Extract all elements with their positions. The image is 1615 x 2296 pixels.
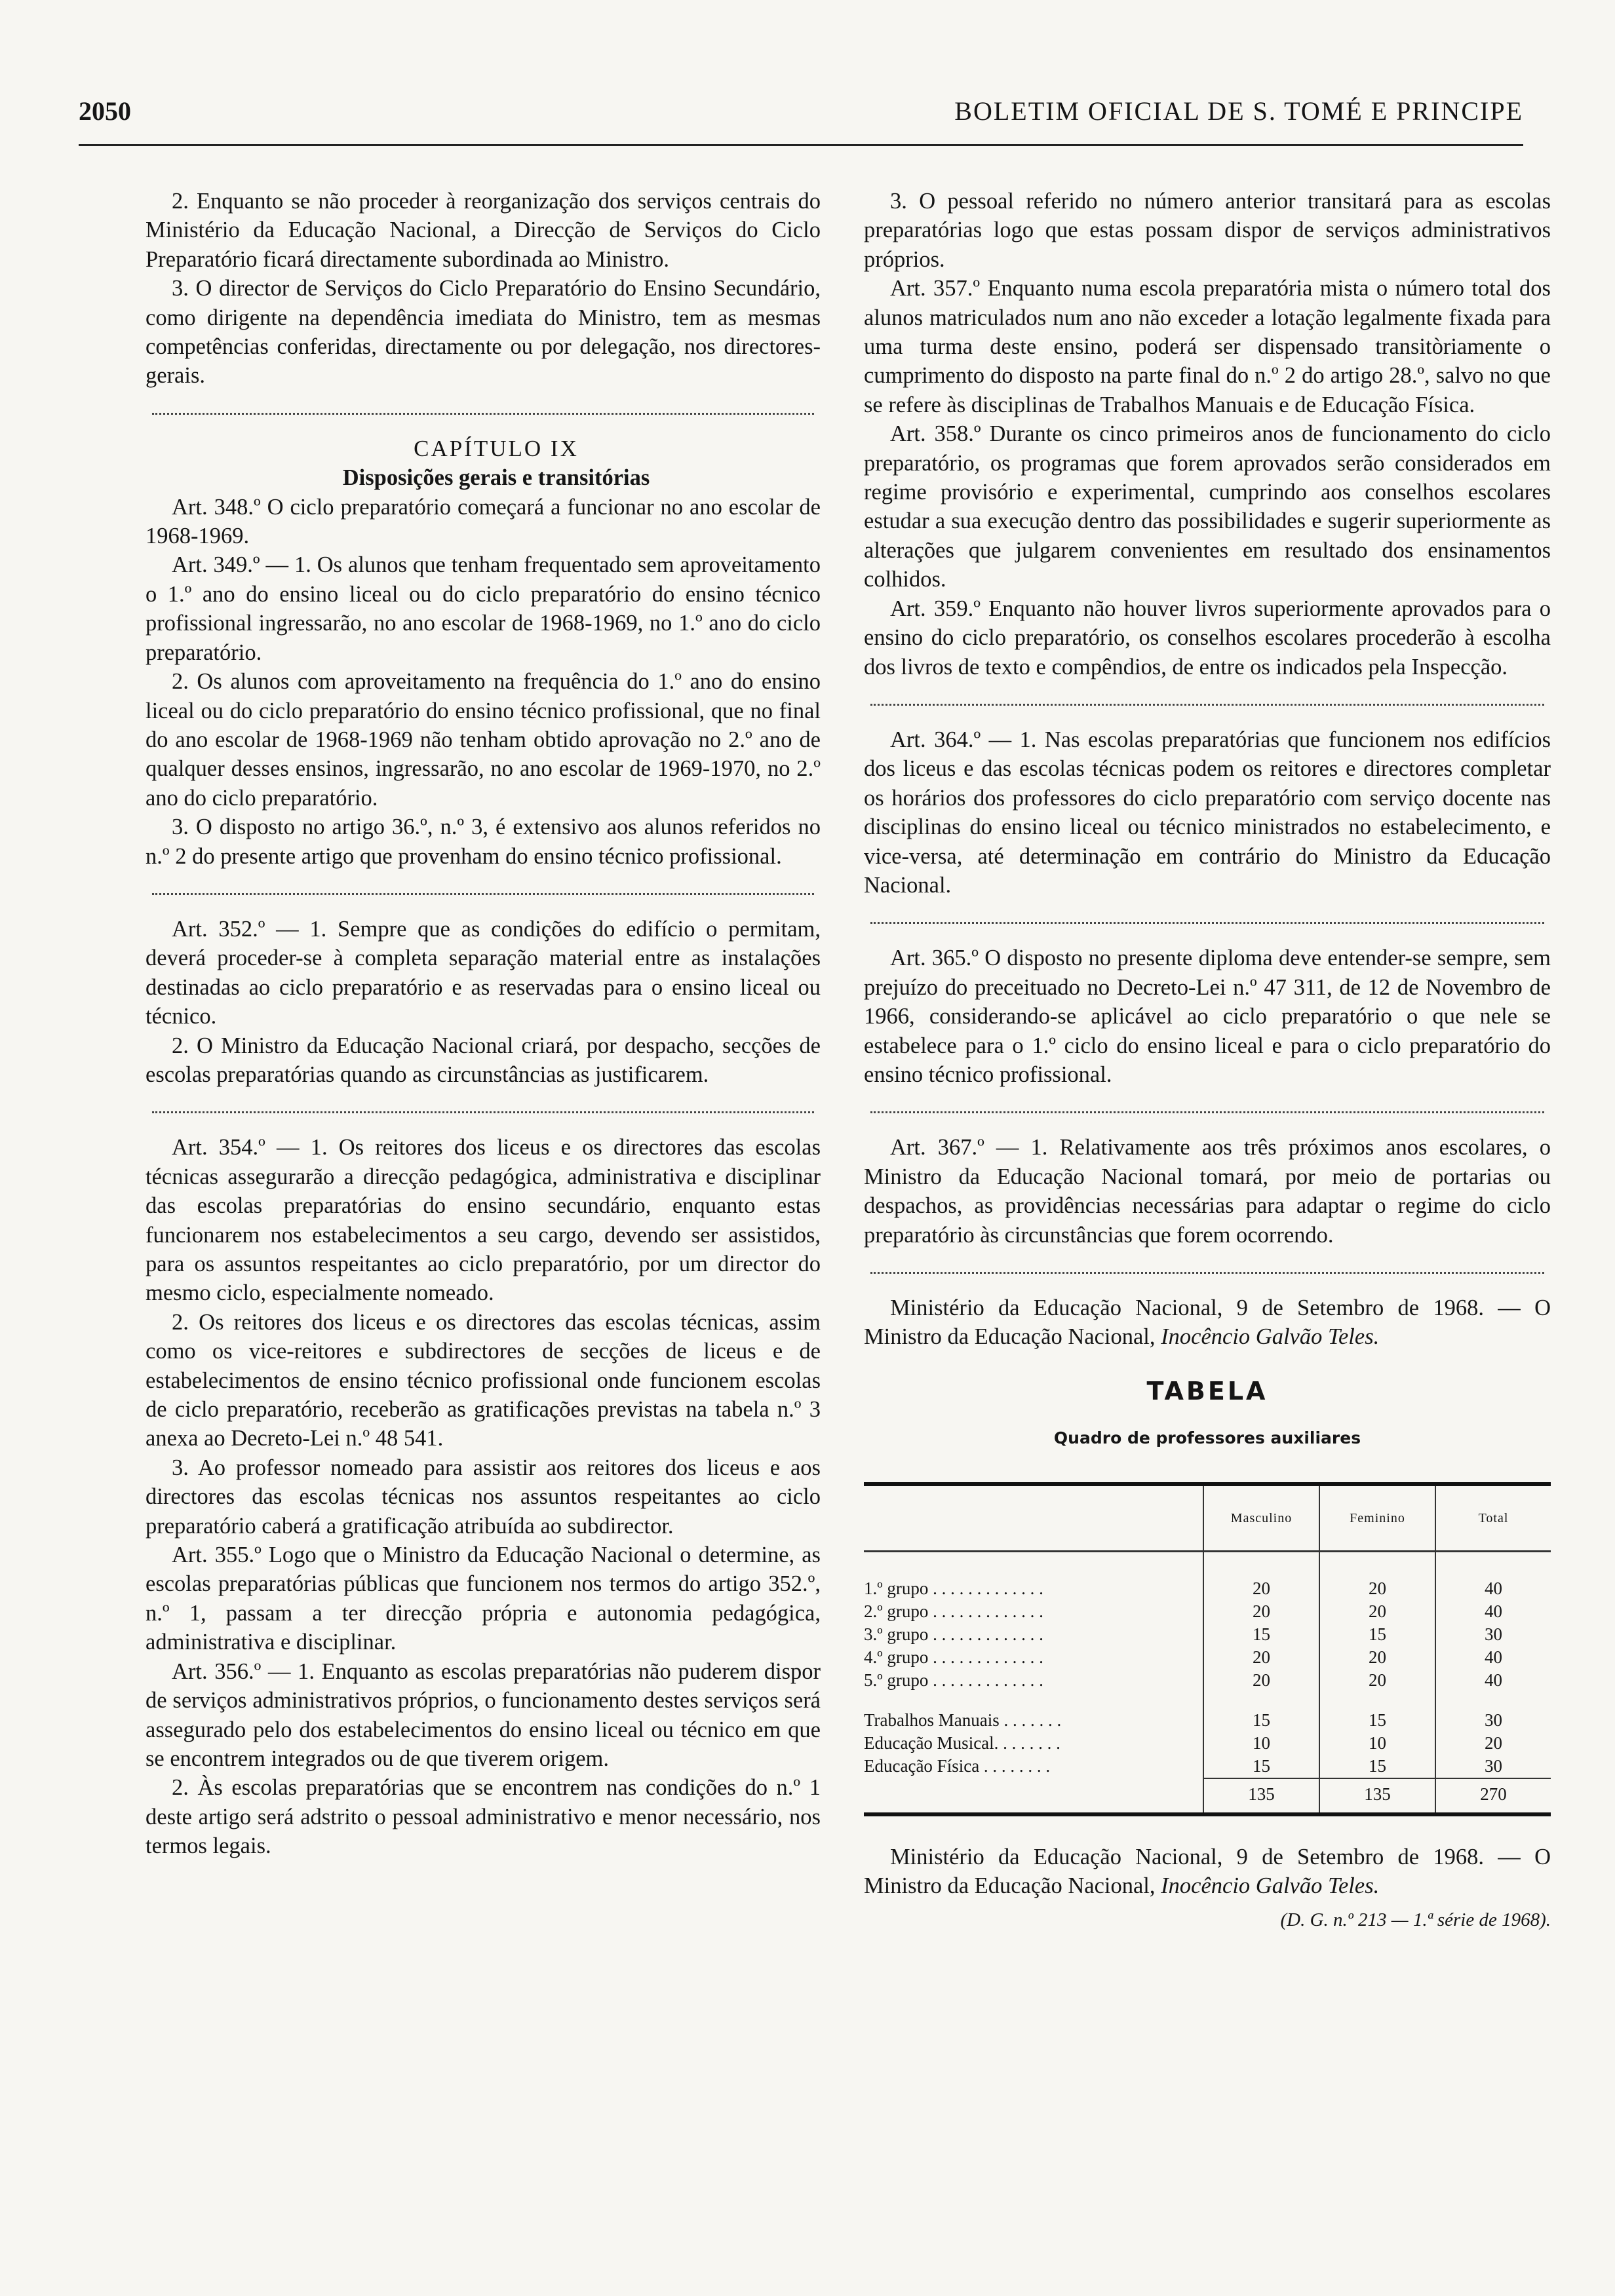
paragraph: 2. Os alunos com aproveitamento na frequência do 1.º ano do ensino liceal ou do ciclo preparatório do ensino técnico profissional, que no final do ano escolar de 1968-1969 não tenham obtido aprovação no 2.º ano de qualquer desses ensinos, ingressarão, no ano escolar de 1969-1970, no 2.º ano do ciclo preparatório. xyxy=(146,669,821,811)
publication-title: BOLETIM OFICIAL DE S. TOMÉ E PRINCIPE xyxy=(954,96,1523,126)
paragraph: Art. 358.º Durante os cinco primeiros anos de funcionamento do ciclo preparatório, os programas que forem aprovados serão considerados em regime provisório e experimental, cumprindo aos conselhos escolares estudar a sua execução dentro das possibilidades e sugerir superiormente as alterações que julgarem convenientes em resultado dos ensinamentos colhidos. xyxy=(864,421,1551,592)
paragraph: Art. 365.º O disposto no presente diploma deve entender-se sempre, sem prejuízo do preceituado no Decreto-Lei n.º 47 311, de 12 de Novembro de 1966, considerando-se aplicável ao ciclo preparatório o que nele se estabelece para o 1.º ciclo do ensino liceal e para o ciclo preparatório do ensino técnico profissional. xyxy=(864,946,1551,1087)
table-row: Educação Física . . . . . . . . 15 15 30 xyxy=(864,1755,1551,1778)
signatory-name: Inocêncio Galvão Teles. xyxy=(1161,1324,1380,1350)
gazette-reference: (D. G. n.º 213 — 1.ª série de 1968). xyxy=(1280,1909,1551,1931)
paragraph: Art. 348.º O ciclo preparatório começará a funcionar no ano escolar de 1968-1969. xyxy=(146,494,821,549)
column-header: Feminino xyxy=(1319,1486,1435,1550)
signatory-name: Inocêncio Galvão Teles. xyxy=(1161,1873,1380,1899)
signature-block xyxy=(864,1843,1551,1901)
table-row: 4.º grupo . . . . . . . . . . . . . 20 20 40 xyxy=(864,1646,1551,1669)
column-header: Total xyxy=(1435,1486,1551,1550)
paragraph: Art. 352.º — 1. Sempre que as condições do edifício o permitam, deverá proceder-se à completa separação material entre as instalações destinadas ao ciclo preparatório e as reservadas para o ensino liceal ou técnico. xyxy=(146,916,821,1029)
staff-table xyxy=(864,1482,1551,1843)
table-row: Educação Musical. . . . . . . . 10 10 20 xyxy=(864,1732,1551,1755)
paragraph: 2. Os reitores dos liceus e os directores das escolas técnicas, assim como os vice-reitores e subdirectores de secções de liceus e de estabelecimentos de ensino técnico profissional onde funcionem escolas de ciclo preparatório, receberão as gratificações previstas na tabela n.º 3 anexa ao Decreto-Lei n.º 48 541. xyxy=(146,1309,821,1451)
left-column xyxy=(146,187,821,1861)
signature-text: Ministério da Educação Nacional, 9 de Setembro de 1968. — O Ministro da Educação Nacional, xyxy=(864,1295,1551,1350)
table-bottom-rule xyxy=(864,1812,1551,1843)
table-title: TABELA xyxy=(1146,1376,1268,1406)
paragraph: Art. 367.º — 1. Relativamente aos três próximos anos escolares, o Ministro da Educação Nacional tomará, por meio de portarias ou despachos, as providências necessárias para adaptar o regime do ciclo preparatório às circunstâncias que forem ocorrendo. xyxy=(864,1135,1551,1248)
paragraph: 3. O disposto no artigo 36.º, n.º 3, é extensivo aos alunos referidos no n.º 2 do presente artigo que provenham do ensino técnico profissional. xyxy=(146,814,821,869)
paragraph: Art. 354.º — 1. Os reitores dos liceus e os directores das escolas técnicas assegurarão a direcção pedagógica, administrativa e disciplinar das escolas preparatórias do ensino secundário, enquanto estas funcionarem nos estabelecimentos a seu cargo, devendo ser assistidos, para os assuntos respeitantes ao ciclo preparatório, por um director do mesmo ciclo, especialmente nomeado. xyxy=(146,1135,821,1306)
paragraph: 3. Ao professor nomeado para assistir aos reitores dos liceus e aos directores das escolas técnicas nos assuntos respeitantes ao ciclo preparatório caberá a gratificação atribuída ao subdirector. xyxy=(146,1455,821,1539)
paragraph: Art. 349.º — 1. Os alunos que tenham frequentado sem aproveitamento o 1.º ano do ensino liceal ou do ciclo preparatório do ensino técnico profissional ingressarão, no ano escolar de 1968-1969, no 1.º ano do ciclo preparatório. xyxy=(146,552,821,665)
paragraph: Art. 355.º Logo que o Ministro da Educação Nacional o determine, as escolas preparatórias públicas que funcionem nos termos do artigo 352.º, n.º 1, passam a ter direcção própria e autonomia pedagógica, administrativa e disciplinar. xyxy=(146,1542,821,1655)
paragraph: 3. O director de Serviços do Ciclo Preparatório do Ensino Secundário, como dirigente na dependência imediata do Ministro, tem as mesmas competências conferidas, directamente ou por delegação, nos directores-gerais. xyxy=(146,276,821,389)
paragraph: 2. Às escolas preparatórias que se encontrem nas condições do n.º 1 deste artigo será adstrito o pessoal administrativo e menor necessário, nos termos legais. xyxy=(146,1775,821,1859)
chapter-heading: CAPÍTULO IX xyxy=(414,435,579,461)
table-row: 3.º grupo . . . . . . . . . . . . . 15 15 30 xyxy=(864,1623,1551,1646)
paragraph: Art. 359.º Enquanto não houver livros superiormente aprovados para o ensino do ciclo preparatório, os conselhos escolares procederão à escolha dos livros de texto e compêndios, de entre os indicados pela Inspecção. xyxy=(864,596,1551,679)
header-rule xyxy=(79,144,1523,146)
table-row: 1.º grupo . . . . . . . . . . . . . 20 20 40 xyxy=(864,1577,1551,1600)
paragraph: 2. Enquanto se não proceder à reorganização dos serviços centrais do Ministério da Educação Nacional, a Direcção de Serviços do Ciclo Preparatório ficará directamente subordinada ao Ministro. xyxy=(146,189,821,272)
chapter-subtitle: Disposições gerais e transitórias xyxy=(342,465,650,491)
right-column xyxy=(864,187,1551,1935)
dotted-separator xyxy=(152,384,814,415)
table-subtitle: Quadro de professores auxiliares xyxy=(1053,1428,1361,1448)
table-row: 2.º grupo . . . . . . . . . . . . . 20 20 40 xyxy=(864,1600,1551,1623)
signature-text: Ministério da Educação Nacional, 9 de Setembro de 1968. — O Ministro da Educação Nacional, xyxy=(864,1844,1551,1899)
paragraph: 2. O Ministro da Educação Nacional criará, por despacho, secções de escolas preparatórias quando as circunstâncias as justificarem. xyxy=(146,1033,821,1087)
page-number: 2050 xyxy=(79,96,131,126)
table-header-row xyxy=(864,1486,1551,1552)
paragraph: Art. 357.º Enquanto numa escola preparatória mista o número total dos alunos matriculados num ano não exceder a lotação legalmente fixada para uma turma deste ensino, poderá ser dispensado transitòriamente o cumprimento do disposto na parte final do n.º 2 do artigo 28.º, salvo no que se refere às disciplinas de Trabalhos Manuais e de Educação Física. xyxy=(864,276,1551,417)
paragraph: Art. 356.º — 1. Enquanto as escolas preparatórias não puderem dispor de serviços administrativos próprios, o funcionamento destes serviços será assegurado pelo dos estabelecimentos do ensino liceal ou técnico em que se encontrem integrados ou de que tiverem origem. xyxy=(146,1658,821,1771)
table-row: 5.º grupo . . . . . . . . . . . . . 20 20 40 xyxy=(864,1669,1551,1692)
paragraph: Art. 364.º — 1. Nas escolas preparatórias que funcionem nos edifícios dos liceus e das escolas técnicas podem os reitores e directores completar os horários dos professores do ciclo preparatório com serviço docente nas disciplinas do ensino liceal ou técnico ministrados no estabelecimento, e vice-versa, até determinação em contrário do Ministro da Educação Nacional. xyxy=(864,727,1551,898)
dotted-separator xyxy=(870,893,1544,924)
table-total-row: 135 135 270 xyxy=(864,1778,1551,1812)
column-header: Masculino xyxy=(1203,1486,1319,1550)
table-row: Trabalhos Manuais . . . . . . . 15 15 30 xyxy=(864,1709,1551,1732)
paragraph: 3. O pessoal referido no número anterior transitará para as escolas preparatórias logo que estas possam dispor de serviços administrativos próprios. xyxy=(864,189,1551,272)
signature-block xyxy=(864,1293,1551,1352)
